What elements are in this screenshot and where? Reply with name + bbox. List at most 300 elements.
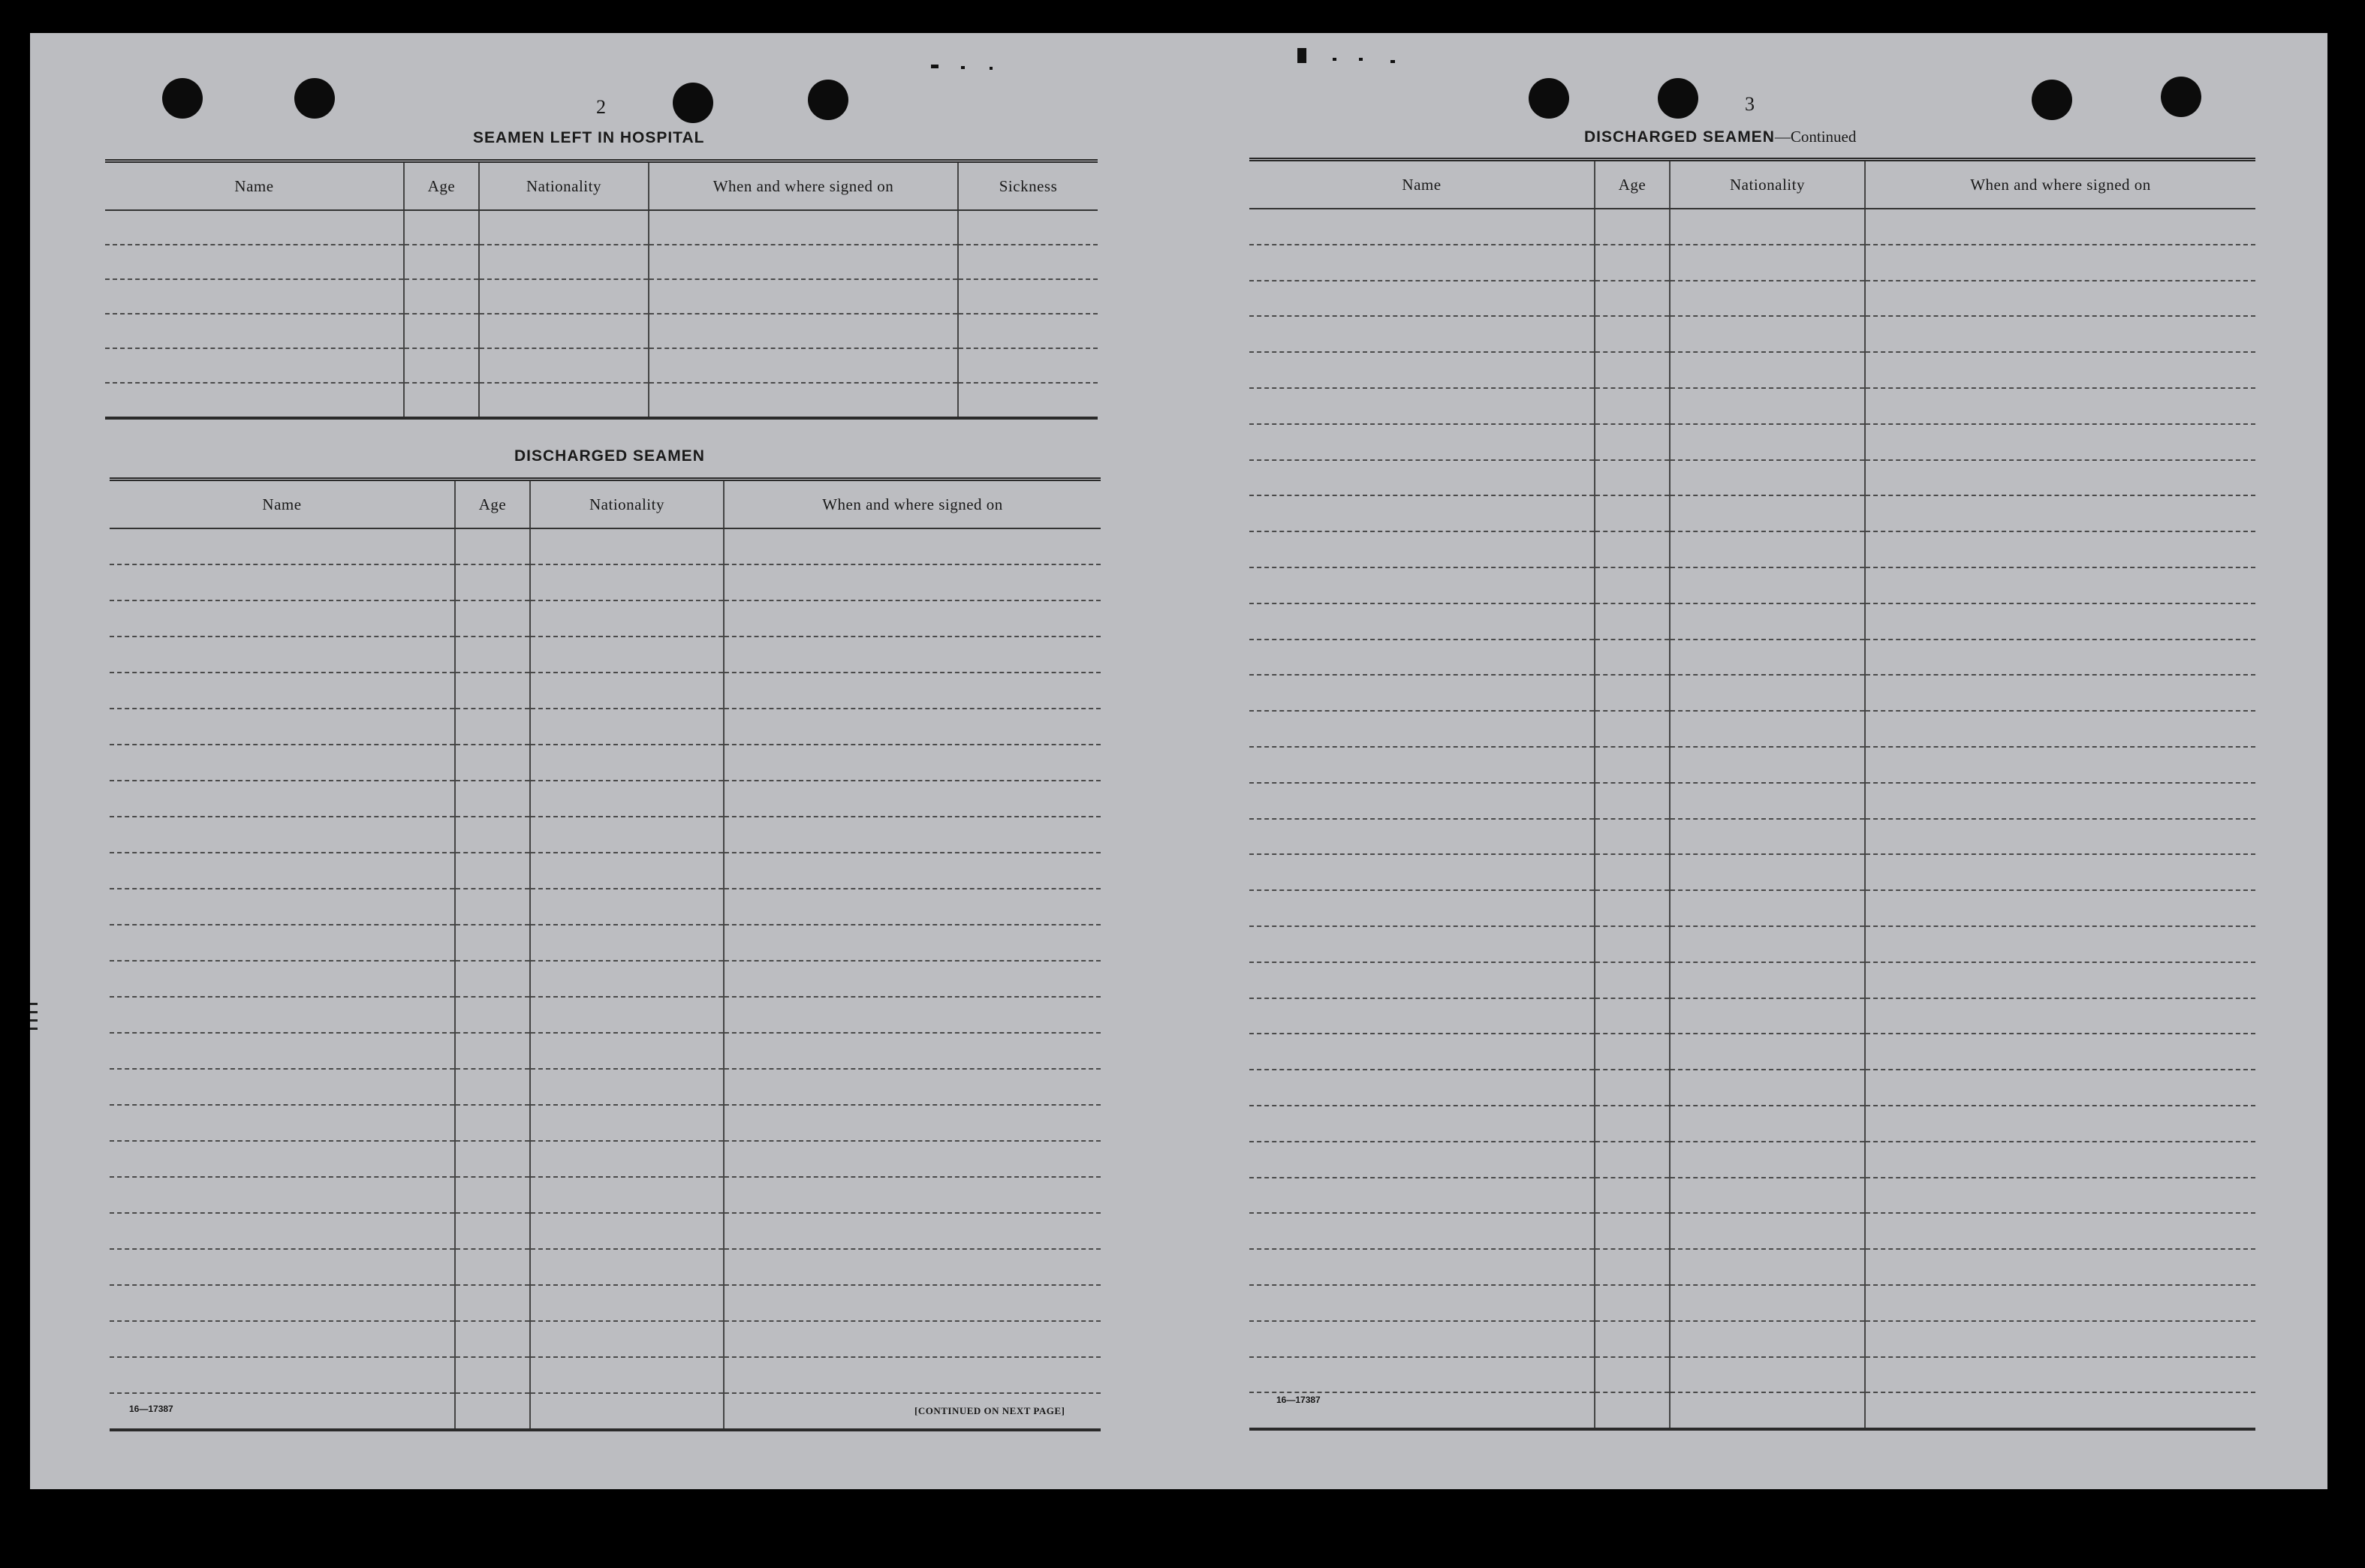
- table-cell: [1670, 1392, 1865, 1429]
- column-header-age: Age: [455, 480, 530, 529]
- table-cell: [1595, 1142, 1670, 1178]
- table-cell: [1670, 998, 1865, 1034]
- table-cell: [724, 1033, 1101, 1069]
- table-cell: [1865, 388, 2255, 424]
- table-row: [1249, 567, 2255, 603]
- table-row: [110, 997, 1101, 1033]
- table-cell: [455, 997, 530, 1033]
- table-cell: [1865, 531, 2255, 567]
- table-cell: [1865, 640, 2255, 676]
- table-cell: [1249, 567, 1595, 603]
- table-cell: [1249, 819, 1595, 855]
- table-cell: [1670, 1034, 1865, 1070]
- table-cell: [958, 210, 1098, 245]
- table-cell: [1249, 1357, 1595, 1393]
- table-cell: [1595, 1106, 1670, 1142]
- table-cell: [1865, 819, 2255, 855]
- table-cell: [1595, 962, 1670, 998]
- table-cell: [958, 383, 1098, 418]
- discharged-continued-title-main: DISCHARGED SEAMEN: [1584, 128, 1775, 146]
- table-cell: [1249, 747, 1595, 783]
- punch-hole: [1658, 78, 1698, 119]
- table-cell: [1865, 1321, 2255, 1357]
- table-row: [1249, 1392, 2255, 1429]
- table-cell: [724, 745, 1101, 781]
- table-cell: [1249, 316, 1595, 352]
- table-cell: [724, 817, 1101, 853]
- table-cell: [1249, 1034, 1595, 1070]
- punch-hole: [2032, 80, 2072, 120]
- table-cell: [724, 925, 1101, 961]
- table-cell: [479, 245, 649, 279]
- table-cell: [1595, 316, 1670, 352]
- table-cell: [455, 600, 530, 637]
- edge-ticks: [30, 1003, 38, 1036]
- table-cell: [1595, 1249, 1670, 1285]
- punch-hole: [673, 83, 713, 123]
- table-cell: [1249, 1285, 1595, 1321]
- table-cell: [1249, 998, 1595, 1034]
- table-cell: [530, 1321, 724, 1357]
- table-cell: [530, 997, 724, 1033]
- table-cell: [724, 673, 1101, 709]
- table-cell: [649, 348, 958, 383]
- table-cell: [1595, 783, 1670, 819]
- column-header-age: Age: [404, 161, 479, 211]
- table-cell: [649, 279, 958, 314]
- table-cell: [530, 1249, 724, 1285]
- table-row: [1249, 998, 2255, 1034]
- table-cell: [1865, 747, 2255, 783]
- table-cell: [1670, 209, 1865, 245]
- table-cell: [1249, 675, 1595, 711]
- table-cell: [1865, 1070, 2255, 1106]
- table-cell: [530, 853, 724, 889]
- table-cell: [1670, 316, 1865, 352]
- table-cell: [1865, 1142, 2255, 1178]
- table-cell: [1865, 424, 2255, 460]
- column-header-name: Name: [105, 161, 404, 211]
- table-cell: [1865, 711, 2255, 747]
- table-cell: [530, 1213, 724, 1249]
- table-cell: [1670, 1213, 1865, 1249]
- table-cell: [530, 709, 724, 745]
- table-row: [110, 961, 1101, 997]
- table-cell: [958, 314, 1098, 348]
- table-cell: [1670, 1357, 1865, 1393]
- table-row: [1249, 352, 2255, 388]
- scan-mark: [1390, 60, 1395, 63]
- table-cell: [110, 1357, 455, 1393]
- column-header-age: Age: [1595, 160, 1670, 209]
- column-header-nationality: Nationality: [1670, 160, 1865, 209]
- table-cell: [455, 1105, 530, 1141]
- table-cell: [455, 1321, 530, 1357]
- table-row: [105, 279, 1098, 314]
- table-cell: [110, 1069, 455, 1105]
- table-cell: [110, 673, 455, 709]
- table-cell: [1595, 603, 1670, 640]
- table-cell: [455, 1033, 530, 1069]
- table-cell: [1670, 1178, 1865, 1214]
- table-row: [110, 528, 1101, 564]
- table-cell: [455, 781, 530, 817]
- table-cell: [649, 383, 958, 418]
- continued-note: [CONTINUED ON NEXT PAGE]: [914, 1405, 1065, 1416]
- table-cell: [455, 709, 530, 745]
- table-row: [1249, 854, 2255, 890]
- table-cell: [1249, 854, 1595, 890]
- table-cell: [455, 925, 530, 961]
- discharged-continued-title: [1584, 128, 1856, 146]
- table-cell: [455, 1141, 530, 1177]
- table-cell: [530, 1285, 724, 1321]
- table-row: [1249, 640, 2255, 676]
- table-cell: [1670, 495, 1865, 531]
- column-header-sickness: Sickness: [958, 161, 1098, 211]
- table-row: [1249, 209, 2255, 245]
- table-cell: [530, 564, 724, 600]
- table-cell: [1595, 245, 1670, 281]
- discharged-section-title: DISCHARGED SEAMEN: [514, 447, 705, 465]
- table-cell: [110, 637, 455, 673]
- table-cell: [1670, 1106, 1865, 1142]
- table-cell: [1670, 711, 1865, 747]
- table-cell: [110, 925, 455, 961]
- table-cell: [724, 1249, 1101, 1285]
- punch-hole: [1529, 78, 1569, 119]
- table-cell: [110, 1105, 455, 1141]
- table-cell: [530, 1105, 724, 1141]
- table-cell: [1249, 783, 1595, 819]
- table-cell: [105, 314, 404, 348]
- column-header-signed-on: When and where signed on: [1865, 160, 2255, 209]
- table-row: [110, 853, 1101, 889]
- table-cell: [1249, 352, 1595, 388]
- table-row: [110, 600, 1101, 637]
- table-row: [1249, 388, 2255, 424]
- table-cell: [1670, 245, 1865, 281]
- table-cell: [1865, 1213, 2255, 1249]
- table-cell: [455, 528, 530, 564]
- table-row: [110, 1141, 1101, 1177]
- table-cell: [1670, 1142, 1865, 1178]
- table-cell: [530, 925, 724, 961]
- table-cell: [110, 1177, 455, 1213]
- table-cell: [455, 1357, 530, 1393]
- table-row: [1249, 1321, 2255, 1357]
- table-row: [1249, 316, 2255, 352]
- scan-mark: [1297, 48, 1306, 63]
- table-row: [1249, 1213, 2255, 1249]
- hospital-table: [105, 159, 1098, 420]
- column-header-nationality: Nationality: [530, 480, 724, 529]
- table-cell: [1249, 1070, 1595, 1106]
- table-cell: [1595, 1070, 1670, 1106]
- table-header-row: [110, 480, 1101, 529]
- table-cell: [455, 637, 530, 673]
- table-row: [1249, 1142, 2255, 1178]
- table-row: [1249, 783, 2255, 819]
- table-row: [1249, 424, 2255, 460]
- table-cell: [1249, 711, 1595, 747]
- table-cell: [1670, 854, 1865, 890]
- table-row: [110, 1357, 1101, 1393]
- table-cell: [530, 781, 724, 817]
- table-cell: [479, 348, 649, 383]
- table-cell: [530, 1033, 724, 1069]
- table-row: [110, 673, 1101, 709]
- table-row: [105, 348, 1098, 383]
- table-cell: [1670, 281, 1865, 317]
- table-cell: [110, 528, 455, 564]
- table-cell: [724, 1069, 1101, 1105]
- table-cell: [1865, 962, 2255, 998]
- table-row: [110, 1285, 1101, 1321]
- page-number-right: 3: [1745, 93, 1755, 115]
- table-cell: [1670, 460, 1865, 496]
- table-cell: [1670, 1070, 1865, 1106]
- table-cell: [1670, 783, 1865, 819]
- table-row: [1249, 1285, 2255, 1321]
- table-cell: [1595, 1213, 1670, 1249]
- table-row: [1249, 1249, 2255, 1285]
- table-cell: [1670, 926, 1865, 962]
- table-cell: [1595, 460, 1670, 496]
- table-row: [1249, 603, 2255, 640]
- table-cell: [1865, 890, 2255, 926]
- table-cell: [1670, 388, 1865, 424]
- table-cell: [1595, 388, 1670, 424]
- table-header-row: [1249, 160, 2255, 209]
- table-cell: [404, 245, 479, 279]
- table-cell: [455, 1285, 530, 1321]
- table-cell: [1865, 783, 2255, 819]
- table-cell: [1670, 962, 1865, 998]
- table-cell: [479, 279, 649, 314]
- table-cell: [404, 383, 479, 418]
- form-number-right: 16—17387: [1276, 1395, 1321, 1405]
- table-row: [1249, 1106, 2255, 1142]
- table-row: [1249, 890, 2255, 926]
- scan-mark: [931, 65, 938, 68]
- table-cell: [455, 1249, 530, 1285]
- table-cell: [110, 889, 455, 925]
- table-cell: [530, 637, 724, 673]
- table-row: [1249, 245, 2255, 281]
- table-cell: [455, 1177, 530, 1213]
- table-row: [110, 1321, 1101, 1357]
- table-row: [110, 889, 1101, 925]
- table-cell: [110, 564, 455, 600]
- table-row: [1249, 1070, 2255, 1106]
- table-row: [110, 1033, 1101, 1069]
- table-cell: [1595, 854, 1670, 890]
- table-cell: [1670, 567, 1865, 603]
- table-cell: [1670, 1321, 1865, 1357]
- table-cell: [724, 600, 1101, 637]
- table-cell: [110, 1249, 455, 1285]
- table-row: [1249, 1034, 2255, 1070]
- table-row: [105, 383, 1098, 418]
- table-cell: [724, 1285, 1101, 1321]
- table-cell: [530, 1393, 724, 1430]
- table-row: [110, 709, 1101, 745]
- scan-mark: [961, 66, 965, 69]
- table-cell: [1595, 1034, 1670, 1070]
- table-row: [1249, 1178, 2255, 1214]
- table-cell: [724, 564, 1101, 600]
- table-cell: [1670, 890, 1865, 926]
- page-number-left: 2: [596, 96, 606, 118]
- table-row: [1249, 711, 2255, 747]
- punch-hole: [162, 78, 203, 119]
- table-row: [110, 1177, 1101, 1213]
- table-cell: [958, 245, 1098, 279]
- table-cell: [455, 853, 530, 889]
- table-cell: [404, 348, 479, 383]
- table-cell: [110, 961, 455, 997]
- table-cell: [1865, 675, 2255, 711]
- table-cell: [1249, 1142, 1595, 1178]
- table-cell: [530, 961, 724, 997]
- table-cell: [1249, 1178, 1595, 1214]
- table-cell: [724, 997, 1101, 1033]
- column-header-nationality: Nationality: [479, 161, 649, 211]
- table-row: [110, 1249, 1101, 1285]
- table-cell: [1865, 1249, 2255, 1285]
- table-row: [1249, 531, 2255, 567]
- table-cell: [479, 314, 649, 348]
- hospital-section-title: SEAMEN LEFT IN HOSPITAL: [473, 129, 705, 146]
- table-cell: [1249, 209, 1595, 245]
- table-cell: [1249, 1106, 1595, 1142]
- table-cell: [1670, 819, 1865, 855]
- table-cell: [1249, 460, 1595, 496]
- table-cell: [1595, 531, 1670, 567]
- table-cell: [1595, 1392, 1670, 1429]
- column-header-signed-on: When and where signed on: [724, 480, 1101, 529]
- table-cell: [404, 279, 479, 314]
- table-cell: [1249, 424, 1595, 460]
- table-cell: [1865, 1392, 2255, 1429]
- table-cell: [1865, 567, 2255, 603]
- table-row: [1249, 819, 2255, 855]
- table-cell: [1865, 245, 2255, 281]
- table-row: [110, 637, 1101, 673]
- table-row: [105, 210, 1098, 245]
- table-cell: [1249, 531, 1595, 567]
- table-cell: [1595, 495, 1670, 531]
- table-cell: [724, 637, 1101, 673]
- table-row: [110, 1213, 1101, 1249]
- table-cell: [1595, 424, 1670, 460]
- table-cell: [1595, 640, 1670, 676]
- table-row: [105, 245, 1098, 279]
- table-cell: [1595, 998, 1670, 1034]
- scan-mark: [1333, 58, 1336, 61]
- table-cell: [1670, 1249, 1865, 1285]
- table-cell: [1595, 926, 1670, 962]
- table-cell: [110, 600, 455, 637]
- table-cell: [530, 817, 724, 853]
- table-cell: [455, 1213, 530, 1249]
- column-header-name: Name: [110, 480, 455, 529]
- table-cell: [1865, 926, 2255, 962]
- table-row: [110, 925, 1101, 961]
- discharged-continued-table: [1249, 158, 2255, 1431]
- table-cell: [724, 1177, 1101, 1213]
- table-cell: [1595, 1178, 1670, 1214]
- table-row: [110, 745, 1101, 781]
- table-cell: [110, 1321, 455, 1357]
- table-cell: [105, 210, 404, 245]
- table-cell: [958, 348, 1098, 383]
- table-cell: [1595, 1285, 1670, 1321]
- table-cell: [110, 1213, 455, 1249]
- table-cell: [1865, 1178, 2255, 1214]
- table-cell: [1595, 747, 1670, 783]
- table-cell: [1595, 1321, 1670, 1357]
- table-cell: [530, 528, 724, 564]
- table-cell: [1249, 495, 1595, 531]
- table-cell: [958, 279, 1098, 314]
- table-cell: [1670, 640, 1865, 676]
- table-cell: [724, 1213, 1101, 1249]
- table-cell: [1865, 209, 2255, 245]
- table-row: [1249, 962, 2255, 998]
- table-cell: [1249, 281, 1595, 317]
- table-cell: [1865, 1106, 2255, 1142]
- table-cell: [724, 709, 1101, 745]
- table-cell: [105, 348, 404, 383]
- table-cell: [1670, 352, 1865, 388]
- table-cell: [105, 279, 404, 314]
- table-cell: [1865, 1357, 2255, 1393]
- table-cell: [1249, 603, 1595, 640]
- table-cell: [455, 817, 530, 853]
- table-cell: [724, 1321, 1101, 1357]
- table-cell: [1595, 567, 1670, 603]
- table-cell: [1595, 281, 1670, 317]
- table-cell: [1249, 926, 1595, 962]
- table-row: [105, 314, 1098, 348]
- scan-mark: [990, 67, 993, 70]
- table-cell: [110, 997, 455, 1033]
- table-row: [1249, 675, 2255, 711]
- table-cell: [1595, 209, 1670, 245]
- table-cell: [1670, 603, 1865, 640]
- scan-mark: [1359, 58, 1363, 61]
- punch-hole: [2161, 77, 2201, 117]
- table-cell: [110, 817, 455, 853]
- table-cell: [1595, 819, 1670, 855]
- table-cell: [1249, 640, 1595, 676]
- table-row: [110, 1105, 1101, 1141]
- table-cell: [1670, 531, 1865, 567]
- table-row: [1249, 1357, 2255, 1393]
- table-cell: [1865, 281, 2255, 317]
- table-cell: [530, 673, 724, 709]
- table-cell: [105, 383, 404, 418]
- table-cell: [1249, 890, 1595, 926]
- punch-hole: [808, 80, 848, 120]
- table-row: [1249, 747, 2255, 783]
- table-cell: [455, 564, 530, 600]
- discharged-table: [110, 477, 1101, 1431]
- table-cell: [110, 745, 455, 781]
- table-cell: [530, 1177, 724, 1213]
